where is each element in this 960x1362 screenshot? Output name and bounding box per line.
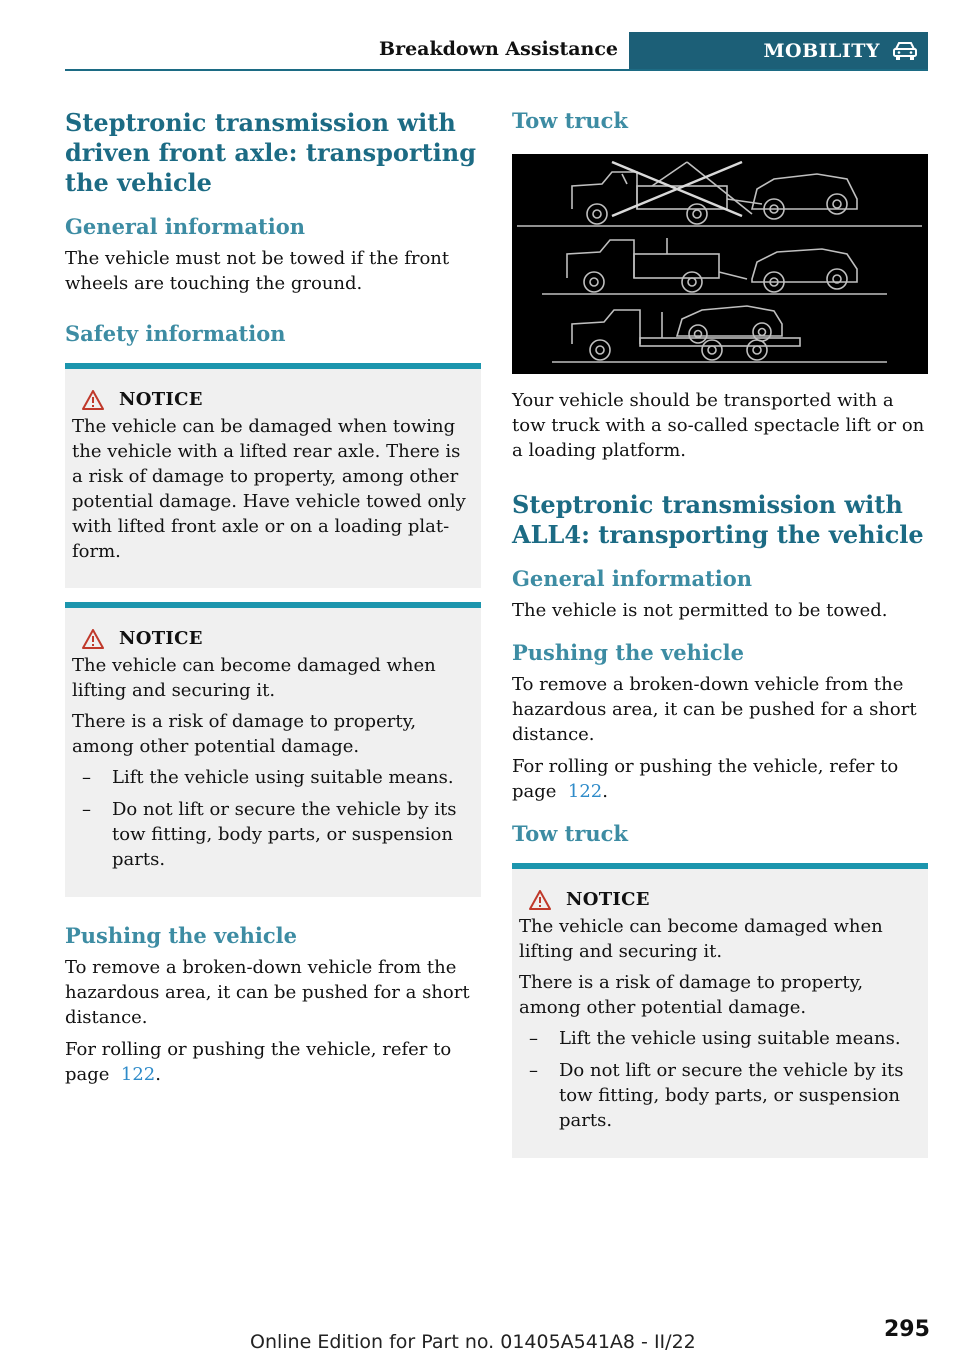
notice-text: The vehicle can become damaged when lifting and securing it. [519, 916, 883, 962]
page-number: 295 [884, 1317, 930, 1342]
notice-label: NOTICE [119, 628, 203, 649]
list-item-text: Do not lift or secure the vehicle by its tow fitting, body parts, or suspension parts. [559, 1060, 904, 1131]
tow-truck-heading: Tow truck [512, 108, 628, 133]
pushing-heading: Pushing the vehicle [65, 923, 297, 948]
notice-text: The vehicle can be damaged when towing the vehicle with a lifted rear axle. There is a risk of damage to property, among other potential damage. Have vehicle towed only with lifted front axle or on a loading plat-form. [72, 416, 466, 562]
notice-text: There is a risk of damage to property, among other potential damage. [72, 711, 417, 757]
period: . [602, 781, 608, 802]
tow-truck-illustration [512, 154, 928, 374]
general-info-heading: General information [65, 214, 306, 239]
pushing-ref-text [65, 1037, 481, 1087]
list-item: – Do not lift or secure the vehicle by its tow fitting, body parts, or suspension parts. [72, 797, 473, 872]
notice-box [65, 363, 481, 588]
right-column [512, 108, 928, 1172]
list-item-text: Lift the vehicle using suitable means. [559, 1028, 901, 1049]
pushing-ref-text [512, 754, 928, 804]
notice-header [72, 389, 473, 410]
notice-box [65, 602, 481, 897]
notice-header [72, 628, 473, 649]
warning-icon [82, 629, 104, 649]
list-item: – Do not lift or secure the vehicle by its tow fitting, body parts, or suspension parts. [519, 1058, 920, 1133]
pushing-text: To remove a broken-down vehicle from the hazardous area, it can be pushed for a short distance. [512, 674, 917, 745]
pushing-text: To remove a broken-down vehicle from the hazardous area, it can be pushed for a short distance. [65, 957, 470, 1028]
safety-info-heading: Safety information [65, 321, 286, 346]
pushing-ref-prefix: For rolling or pushing the vehicle, refer to page [512, 756, 899, 802]
notice-list [519, 1026, 920, 1133]
notice-header [519, 889, 920, 910]
section-title-all4: Steptronic transmission with ALL4: transporting the vehicle [512, 490, 924, 549]
list-item: – Lift the vehicle using suitable means. [82, 767, 454, 788]
notice-label: NOTICE [119, 389, 203, 410]
warning-icon [529, 890, 551, 910]
list-item-text: Lift the vehicle using suitable means. [112, 767, 454, 788]
general-info-heading: General information [512, 566, 753, 591]
warning-icon [82, 390, 104, 410]
list-item: – Lift the vehicle using suitable means. [529, 1028, 901, 1049]
notice-label: NOTICE [566, 889, 650, 910]
pushing-ref-prefix: For rolling or pushing the vehicle, refer to page [65, 1039, 452, 1085]
notice-box [512, 863, 928, 1158]
tow-truck-heading-2: Tow truck [512, 821, 628, 846]
page-link-122[interactable]: 122 [120, 1064, 156, 1085]
header-section-title: Breakdown Assistance [379, 38, 618, 60]
page-link-122[interactable]: 122 [567, 781, 603, 802]
general-info-text: The vehicle is not permitted to be towed. [512, 600, 888, 621]
period: . [155, 1064, 161, 1085]
section-title-front-axle: Steptronic transmission with driven front axle: transporting the vehicle [65, 108, 476, 197]
general-info-text: The vehicle must not be towed if the front wheels are touching the ground. [65, 248, 450, 294]
notice-text: There is a risk of damage to property, among other potential damage. [519, 972, 864, 1018]
notice-list [72, 765, 473, 872]
notice-text: The vehicle can become damaged when lifting and securing it. [72, 655, 436, 701]
list-item-text: Do not lift or secure the vehicle by its tow fitting, body parts, or suspension parts. [112, 799, 457, 870]
car-icon [892, 40, 918, 62]
tow-truck-drawing [512, 154, 928, 374]
header-chapter-label: MOBILITY [763, 40, 880, 62]
header-chapter-tab [629, 32, 928, 70]
pushing-heading: Pushing the vehicle [512, 640, 744, 665]
header-rule [65, 69, 928, 71]
spacer [65, 303, 481, 321]
figure-caption: Your vehicle should be transported with a tow truck with a so-called spectacle lift or on a loading platform. [512, 390, 925, 461]
footer-edition-text: Online Edition for Part no. 01405A541A8 - II/22 [250, 1331, 696, 1353]
left-column [65, 108, 481, 1094]
